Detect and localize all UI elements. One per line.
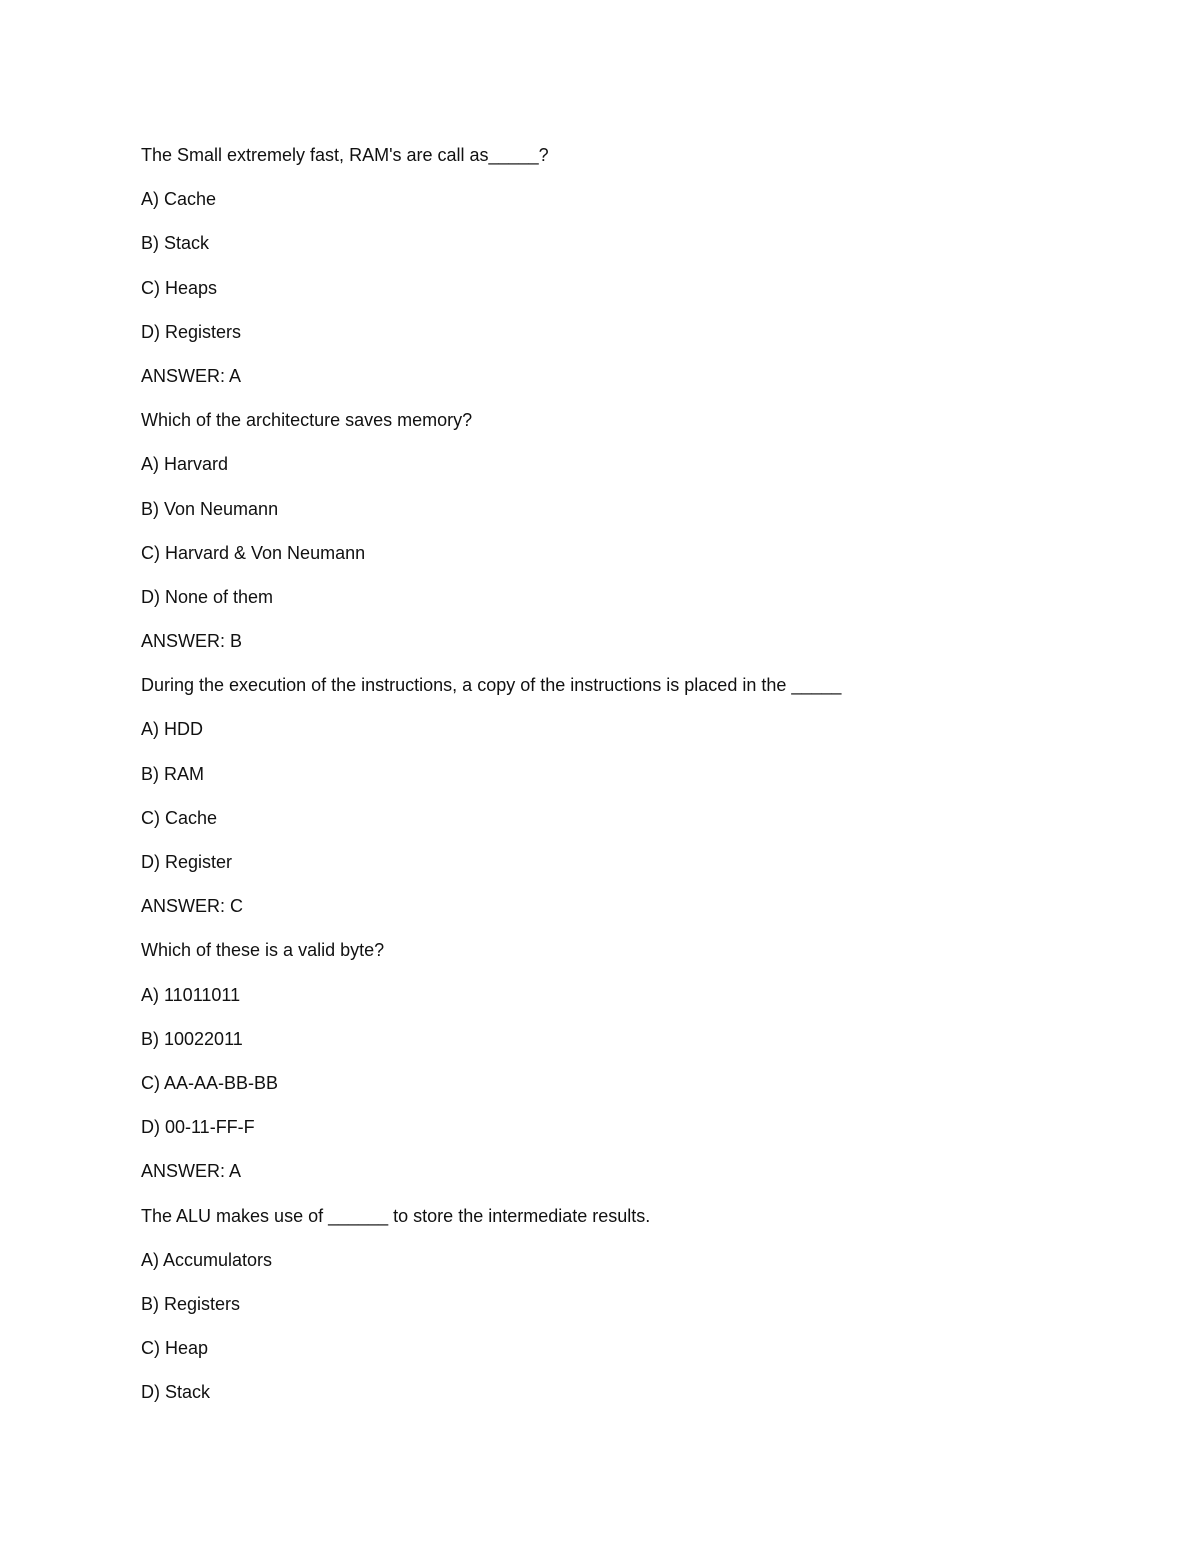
option-c: C) AA-AA-BB-BB — [141, 1072, 279, 1093]
option-c: C) Harvard & Von Neumann — [141, 542, 366, 563]
option-d: D) Stack — [141, 1382, 211, 1403]
option-b: B) RAM — [141, 763, 204, 784]
option-c: C) Heaps — [141, 277, 218, 298]
question-2: Which of the architecture saves memory? — [141, 410, 473, 431]
answer: ANSWER: A — [141, 365, 242, 386]
option-a: A) Accumulators — [141, 1249, 273, 1270]
option-a: A) Cache — [141, 189, 217, 210]
option-a: A) Harvard — [141, 454, 229, 475]
option-d: D) Register — [141, 852, 233, 872]
question-5: The ALU makes use of ______ to store the intermediate results. — [141, 1205, 651, 1226]
option-a: A) HDD — [141, 719, 203, 740]
answer: ANSWER: B — [141, 631, 243, 652]
option-b: B) Registers — [141, 1293, 241, 1314]
question-3: During the execution of the instructions, a copy of the instructions is placed in the _____ — [141, 675, 842, 696]
option-d: D) None of them — [141, 586, 274, 607]
option-b: B) 10022011 — [141, 1028, 243, 1049]
option-a: A) 11011011 — [141, 984, 241, 1005]
answer: ANSWER: C — [141, 896, 244, 917]
option-c: C) Cache — [141, 807, 218, 828]
quiz-content — [141, 143, 1041, 1424]
option-b: B) Stack — [141, 233, 210, 254]
answer: ANSWER: A — [141, 1161, 242, 1182]
option-b: B) Von Neumann — [141, 498, 279, 519]
question-1: The Small extremely fast, RAM's are call as_____? — [141, 145, 549, 165]
option-c: C) Heap — [141, 1338, 209, 1359]
question-4: Which of these is a valid byte? — [141, 940, 385, 961]
option-d: D) 00-11-FF-F — [141, 1117, 255, 1138]
option-d: D) Registers — [141, 321, 242, 342]
